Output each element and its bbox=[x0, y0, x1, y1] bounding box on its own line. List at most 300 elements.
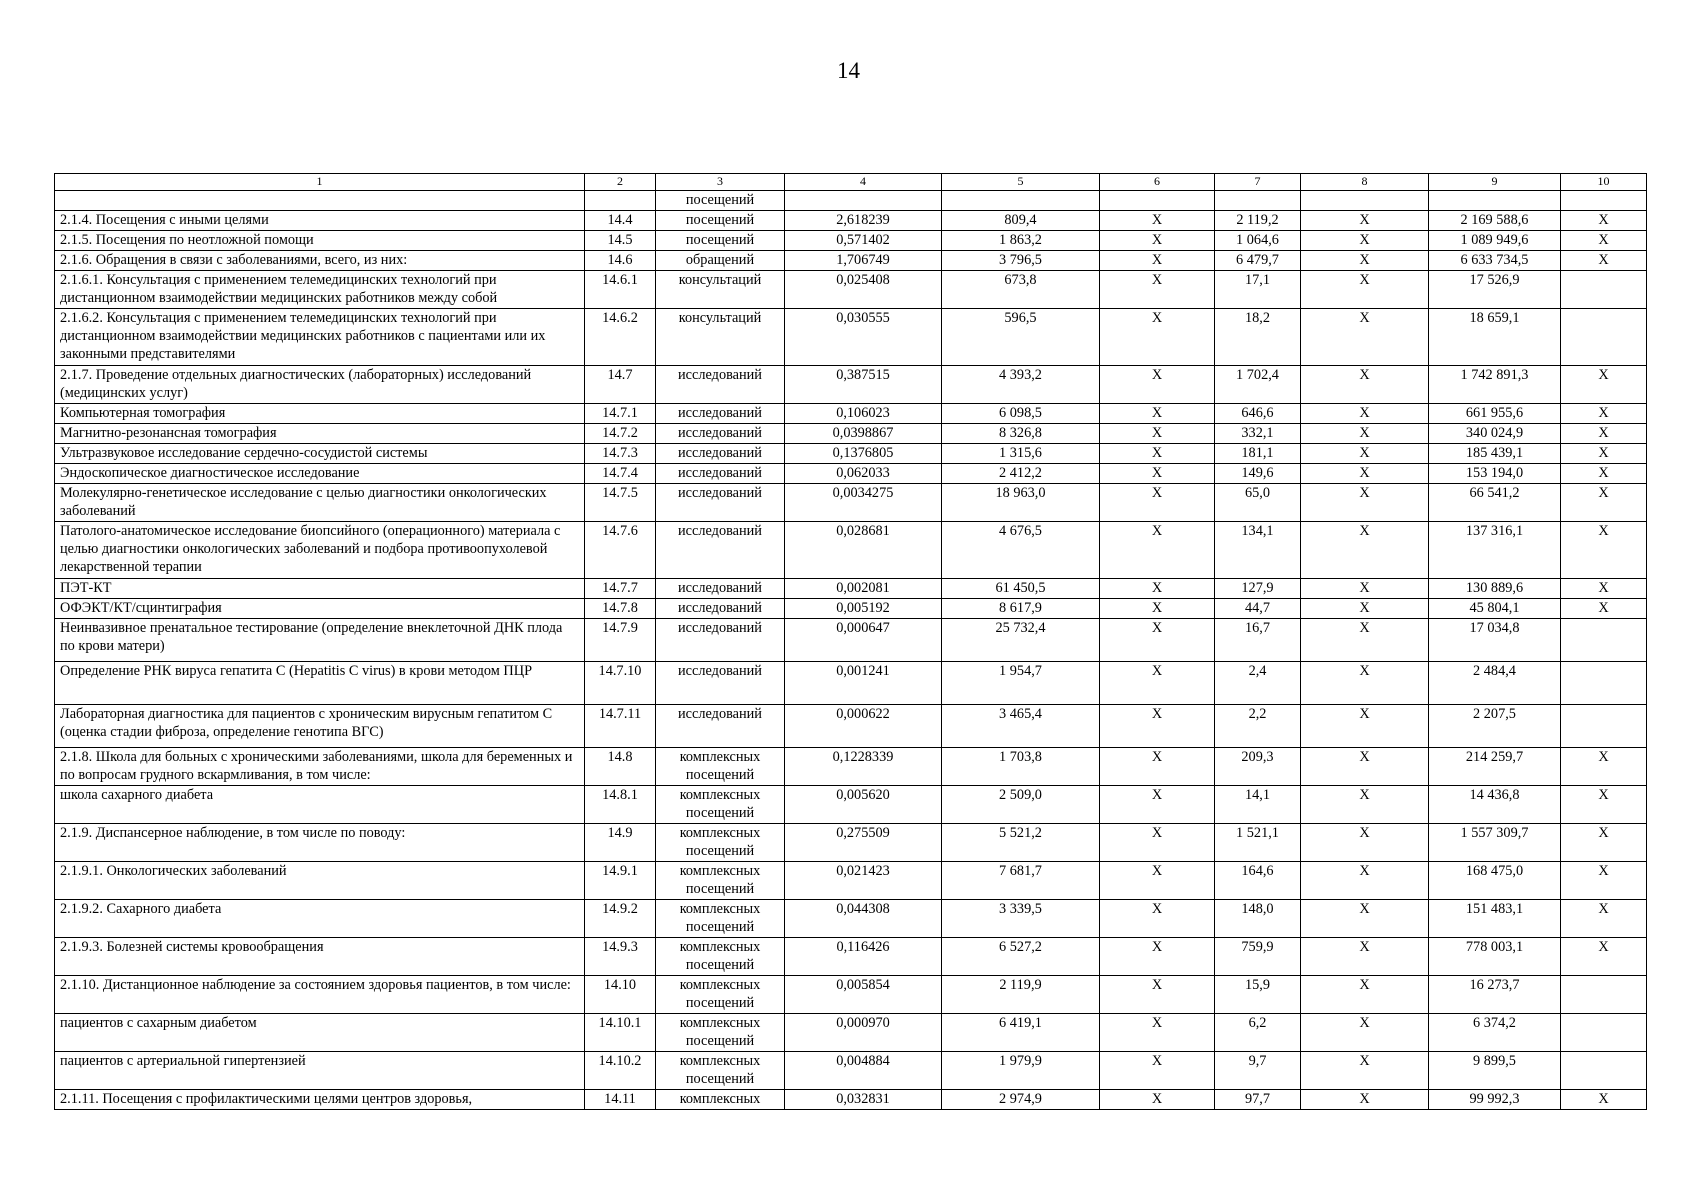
row-value-cell: Х bbox=[1301, 366, 1429, 404]
row-code-cell: 14.6 bbox=[585, 251, 656, 271]
row-value-cell: 2 119,2 bbox=[1215, 211, 1301, 231]
row-value-cell: Х bbox=[1561, 231, 1647, 251]
row-value-cell: 1 863,2 bbox=[942, 231, 1100, 251]
row-value-cell: 0,044308 bbox=[785, 900, 942, 938]
row-value-cell: Х bbox=[1301, 444, 1429, 464]
row-value-cell: 148,0 bbox=[1215, 900, 1301, 938]
row-value-cell: Х bbox=[1301, 976, 1429, 1014]
row-code-cell: 14.7.3 bbox=[585, 444, 656, 464]
row-value-cell: Х bbox=[1561, 748, 1647, 786]
row-value-cell: 0,002081 bbox=[785, 579, 942, 599]
row-unit-cell: посещений bbox=[656, 231, 785, 251]
row-unit-cell: исследований bbox=[656, 444, 785, 464]
row-value-cell: 14 436,8 bbox=[1429, 786, 1561, 824]
row-code-cell: 14.7.8 bbox=[585, 599, 656, 619]
row-value-cell: Х bbox=[1100, 444, 1215, 464]
row-unit-cell: исследований bbox=[656, 599, 785, 619]
row-value-cell: Х bbox=[1100, 1090, 1215, 1110]
row-value-cell: Х bbox=[1561, 938, 1647, 976]
row-value-cell: Х bbox=[1301, 705, 1429, 748]
row-code-cell: 14.4 bbox=[585, 211, 656, 231]
row-value-cell: Х bbox=[1561, 862, 1647, 900]
row-value-cell: Х bbox=[1100, 404, 1215, 424]
row-value-cell: Х bbox=[1301, 271, 1429, 309]
row-value-cell bbox=[1561, 976, 1647, 1014]
row-value-cell: 44,7 bbox=[1215, 599, 1301, 619]
row-unit-cell: комплексных посещений bbox=[656, 1014, 785, 1052]
column-header: 9 bbox=[1429, 174, 1561, 191]
row-unit-cell: комплексных bbox=[656, 1090, 785, 1110]
row-value-cell: 18,2 bbox=[1215, 309, 1301, 366]
row-value-cell: 8 617,9 bbox=[942, 599, 1100, 619]
row-unit-cell: комплексных посещений bbox=[656, 862, 785, 900]
row-code-cell: 14.9.1 bbox=[585, 862, 656, 900]
row-name-cell: Магнитно-резонансная томография bbox=[55, 424, 585, 444]
row-value-cell: Х bbox=[1100, 271, 1215, 309]
table-body bbox=[55, 191, 1647, 1110]
row-name-cell: Определение РНК вируса гепатита С (Hepatitis C virus) в крови методом ПЦР bbox=[55, 662, 585, 705]
row-value-cell: 6 419,1 bbox=[942, 1014, 1100, 1052]
row-unit-cell: комплексных посещений bbox=[656, 786, 785, 824]
row-value-cell: 0,028681 bbox=[785, 522, 942, 579]
table-row bbox=[55, 862, 1647, 900]
row-value-cell: 1 703,8 bbox=[942, 748, 1100, 786]
row-value-cell: Х bbox=[1301, 464, 1429, 484]
row-value-cell: 340 024,9 bbox=[1429, 424, 1561, 444]
row-value-cell: 6,2 bbox=[1215, 1014, 1301, 1052]
row-value-cell: 2 509,0 bbox=[942, 786, 1100, 824]
row-code-cell: 14.7.2 bbox=[585, 424, 656, 444]
row-value-cell: Х bbox=[1561, 824, 1647, 862]
row-unit-cell: комплексных посещений bbox=[656, 748, 785, 786]
row-value-cell: Х bbox=[1561, 424, 1647, 444]
row-name-cell: Ультразвуковое исследование сердечно-сосудистой системы bbox=[55, 444, 585, 464]
row-code-cell: 14.10.1 bbox=[585, 1014, 656, 1052]
table-row bbox=[55, 424, 1647, 444]
row-value-cell: 151 483,1 bbox=[1429, 900, 1561, 938]
row-value-cell: Х bbox=[1561, 599, 1647, 619]
column-header: 8 bbox=[1301, 174, 1429, 191]
row-name-cell bbox=[55, 191, 585, 211]
row-name-cell: Неинвазивное пренатальное тестирование (определение внеклеточной ДНК плода по крови матери) bbox=[55, 619, 585, 662]
row-unit-cell: исследований bbox=[656, 579, 785, 599]
row-name-cell: 2.1.4. Посещения с иными целями bbox=[55, 211, 585, 231]
row-value-cell: Х bbox=[1301, 309, 1429, 366]
row-value-cell: Х bbox=[1561, 211, 1647, 231]
row-value-cell: 661 955,6 bbox=[1429, 404, 1561, 424]
row-value-cell: Х bbox=[1100, 748, 1215, 786]
row-value-cell: 18 659,1 bbox=[1429, 309, 1561, 366]
row-code-cell: 14.9 bbox=[585, 824, 656, 862]
row-value-cell: Х bbox=[1301, 1090, 1429, 1110]
column-header: 6 bbox=[1100, 174, 1215, 191]
row-unit-cell: обращений bbox=[656, 251, 785, 271]
row-unit-cell: исследований bbox=[656, 464, 785, 484]
row-value-cell: Х bbox=[1100, 900, 1215, 938]
row-value-cell: 4 393,2 bbox=[942, 366, 1100, 404]
row-value-cell: Х bbox=[1561, 786, 1647, 824]
row-value-cell: Х bbox=[1100, 231, 1215, 251]
row-code-cell: 14.7.11 bbox=[585, 705, 656, 748]
row-value-cell: 18 963,0 bbox=[942, 484, 1100, 522]
row-value-cell bbox=[1429, 191, 1561, 211]
row-name-cell: 2.1.11. Посещения с профилактическими целями центров здоровья, bbox=[55, 1090, 585, 1110]
row-value-cell: 130 889,6 bbox=[1429, 579, 1561, 599]
row-value-cell: 2,4 bbox=[1215, 662, 1301, 705]
row-unit-cell: исследований bbox=[656, 705, 785, 748]
row-value-cell: 6 374,2 bbox=[1429, 1014, 1561, 1052]
row-name-cell: 2.1.9.3. Болезней системы кровообращения bbox=[55, 938, 585, 976]
table-row bbox=[55, 900, 1647, 938]
row-value-cell: 6 479,7 bbox=[1215, 251, 1301, 271]
row-value-cell: 0,116426 bbox=[785, 938, 942, 976]
row-value-cell: Х bbox=[1301, 211, 1429, 231]
table-row bbox=[55, 251, 1647, 271]
row-value-cell bbox=[1561, 191, 1647, 211]
row-value-cell: 0,005192 bbox=[785, 599, 942, 619]
row-value-cell: 5 521,2 bbox=[942, 824, 1100, 862]
row-unit-cell: исследований bbox=[656, 366, 785, 404]
row-unit-cell: посещений bbox=[656, 191, 785, 211]
row-value-cell: 0,0034275 bbox=[785, 484, 942, 522]
row-value-cell: 7 681,7 bbox=[942, 862, 1100, 900]
table-row bbox=[55, 211, 1647, 231]
row-value-cell: 0,1228339 bbox=[785, 748, 942, 786]
table-row bbox=[55, 191, 1647, 211]
row-value-cell: Х bbox=[1100, 579, 1215, 599]
row-value-cell: 6 633 734,5 bbox=[1429, 251, 1561, 271]
row-unit-cell: консультаций bbox=[656, 271, 785, 309]
row-unit-cell: комплексных посещений bbox=[656, 824, 785, 862]
row-value-cell: 0,005854 bbox=[785, 976, 942, 1014]
column-header: 5 bbox=[942, 174, 1100, 191]
row-value-cell: 0,004884 bbox=[785, 1052, 942, 1090]
row-value-cell: 0,025408 bbox=[785, 271, 942, 309]
row-value-cell: Х bbox=[1100, 1014, 1215, 1052]
row-name-cell: Молекулярно-генетическое исследование с целью диагностики онкологических заболеваний bbox=[55, 484, 585, 522]
row-value-cell bbox=[1100, 191, 1215, 211]
row-value-cell: Х bbox=[1100, 464, 1215, 484]
row-value-cell: Х bbox=[1301, 579, 1429, 599]
row-value-cell: Х bbox=[1100, 599, 1215, 619]
row-value-cell: 2 119,9 bbox=[942, 976, 1100, 1014]
row-value-cell: Х bbox=[1561, 464, 1647, 484]
row-name-cell: Эндоскопическое диагностическое исследование bbox=[55, 464, 585, 484]
row-value-cell: 16 273,7 bbox=[1429, 976, 1561, 1014]
row-value-cell: 168 475,0 bbox=[1429, 862, 1561, 900]
row-value-cell: 3 796,5 bbox=[942, 251, 1100, 271]
table-row bbox=[55, 1090, 1647, 1110]
row-value-cell: 97,7 bbox=[1215, 1090, 1301, 1110]
row-value-cell: 1 315,6 bbox=[942, 444, 1100, 464]
row-value-cell: 0,387515 bbox=[785, 366, 942, 404]
column-number-row bbox=[55, 174, 1647, 191]
row-value-cell: Х bbox=[1561, 1090, 1647, 1110]
row-value-cell: 9,7 bbox=[1215, 1052, 1301, 1090]
row-name-cell: 2.1.6. Обращения в связи с заболеваниями, всего, из них: bbox=[55, 251, 585, 271]
row-value-cell: Х bbox=[1100, 862, 1215, 900]
row-value-cell: 6 098,5 bbox=[942, 404, 1100, 424]
row-value-cell: 9 899,5 bbox=[1429, 1052, 1561, 1090]
row-value-cell: 0,062033 bbox=[785, 464, 942, 484]
row-value-cell bbox=[1561, 1014, 1647, 1052]
row-value-cell: Х bbox=[1301, 938, 1429, 976]
page-number: 14 bbox=[837, 58, 860, 83]
row-value-cell: 778 003,1 bbox=[1429, 938, 1561, 976]
row-code-cell: 14.6.1 bbox=[585, 271, 656, 309]
table-row bbox=[55, 309, 1647, 366]
row-value-cell: Х bbox=[1100, 211, 1215, 231]
row-name-cell: ПЭТ-КТ bbox=[55, 579, 585, 599]
row-unit-cell: комплексных посещений bbox=[656, 938, 785, 976]
table-header bbox=[55, 174, 1647, 191]
row-name-cell: пациентов с артериальной гипертензией bbox=[55, 1052, 585, 1090]
row-value-cell bbox=[1215, 191, 1301, 211]
row-unit-cell: исследований bbox=[656, 484, 785, 522]
column-header: 2 bbox=[585, 174, 656, 191]
row-code-cell: 14.7.7 bbox=[585, 579, 656, 599]
row-value-cell: 1 064,6 bbox=[1215, 231, 1301, 251]
row-value-cell bbox=[1561, 271, 1647, 309]
row-value-cell: 45 804,1 bbox=[1429, 599, 1561, 619]
row-value-cell: 2,618239 bbox=[785, 211, 942, 231]
row-value-cell: 759,9 bbox=[1215, 938, 1301, 976]
table-row bbox=[55, 705, 1647, 748]
table-row bbox=[55, 599, 1647, 619]
row-value-cell: 153 194,0 bbox=[1429, 464, 1561, 484]
row-value-cell: Х bbox=[1561, 484, 1647, 522]
row-value-cell: 0,030555 bbox=[785, 309, 942, 366]
row-value-cell: 0,032831 bbox=[785, 1090, 942, 1110]
row-unit-cell: исследований bbox=[656, 619, 785, 662]
row-value-cell: Х bbox=[1301, 484, 1429, 522]
row-value-cell: 0,275509 bbox=[785, 824, 942, 862]
row-value-cell: 149,6 bbox=[1215, 464, 1301, 484]
row-name-cell: Патолого-анатомическое исследование биопсийного (операционного) материала с целью диагностики онкологических заболеваний и подбора противоопухолевой лекарственной терапии bbox=[55, 522, 585, 579]
row-value-cell bbox=[1301, 191, 1429, 211]
table-row bbox=[55, 404, 1647, 424]
row-value-cell: 1 979,9 bbox=[942, 1052, 1100, 1090]
row-value-cell: 0,000622 bbox=[785, 705, 942, 748]
column-header: 4 bbox=[785, 174, 942, 191]
row-value-cell: 15,9 bbox=[1215, 976, 1301, 1014]
row-code-cell: 14.9.3 bbox=[585, 938, 656, 976]
row-value-cell: Х bbox=[1301, 862, 1429, 900]
row-unit-cell: комплексных посещений bbox=[656, 976, 785, 1014]
table-row bbox=[55, 579, 1647, 599]
row-value-cell: Х bbox=[1301, 748, 1429, 786]
row-value-cell: Х bbox=[1100, 366, 1215, 404]
row-value-cell: Х bbox=[1100, 824, 1215, 862]
row-unit-cell: комплексных посещений bbox=[656, 900, 785, 938]
row-value-cell: 66 541,2 bbox=[1429, 484, 1561, 522]
row-value-cell: 25 732,4 bbox=[942, 619, 1100, 662]
row-value-cell: Х bbox=[1100, 424, 1215, 444]
column-header: 7 bbox=[1215, 174, 1301, 191]
row-value-cell: Х bbox=[1100, 251, 1215, 271]
row-value-cell: Х bbox=[1561, 579, 1647, 599]
row-name-cell: пациентов с сахарным диабетом bbox=[55, 1014, 585, 1052]
row-code-cell: 14.7.4 bbox=[585, 464, 656, 484]
row-value-cell: 673,8 bbox=[942, 271, 1100, 309]
row-value-cell: 0,1376805 bbox=[785, 444, 942, 464]
table-row bbox=[55, 619, 1647, 662]
row-value-cell bbox=[1561, 309, 1647, 366]
row-value-cell: Х bbox=[1561, 444, 1647, 464]
row-value-cell: Х bbox=[1100, 662, 1215, 705]
row-unit-cell: консультаций bbox=[656, 309, 785, 366]
table-row bbox=[55, 1014, 1647, 1052]
row-name-cell: ОФЭКТ/КТ/сцинтиграфия bbox=[55, 599, 585, 619]
row-code-cell: 14.7.5 bbox=[585, 484, 656, 522]
row-value-cell: 0,000970 bbox=[785, 1014, 942, 1052]
row-code-cell: 14.8.1 bbox=[585, 786, 656, 824]
row-value-cell: 214 259,7 bbox=[1429, 748, 1561, 786]
row-value-cell: 809,4 bbox=[942, 211, 1100, 231]
row-value-cell bbox=[1561, 662, 1647, 705]
row-value-cell: Х bbox=[1301, 231, 1429, 251]
row-value-cell: Х bbox=[1301, 662, 1429, 705]
row-value-cell: 17 526,9 bbox=[1429, 271, 1561, 309]
row-value-cell: 332,1 bbox=[1215, 424, 1301, 444]
row-name-cell: 2.1.6.2. Консультация с применением телемедицинских технологий при дистанционном взаимодействии медицинских работников с пациентами или их законными представителями bbox=[55, 309, 585, 366]
row-name-cell: 2.1.6.1. Консультация с применением телемедицинских технологий при дистанционном взаимодействии медицинских работников между собой bbox=[55, 271, 585, 309]
row-value-cell: 2 207,5 bbox=[1429, 705, 1561, 748]
row-value-cell: 2,2 bbox=[1215, 705, 1301, 748]
row-value-cell bbox=[1561, 705, 1647, 748]
row-value-cell: Х bbox=[1301, 900, 1429, 938]
row-value-cell: 137 316,1 bbox=[1429, 522, 1561, 579]
table-row bbox=[55, 748, 1647, 786]
row-value-cell: 1,706749 bbox=[785, 251, 942, 271]
row-code-cell: 14.7.10 bbox=[585, 662, 656, 705]
row-value-cell: Х bbox=[1301, 786, 1429, 824]
row-value-cell: Х bbox=[1100, 1052, 1215, 1090]
row-value-cell: 16,7 bbox=[1215, 619, 1301, 662]
row-code-cell: 14.7.1 bbox=[585, 404, 656, 424]
row-value-cell: Х bbox=[1100, 705, 1215, 748]
row-name-cell: Лабораторная диагностика для пациентов с хроническим вирусным гепатитом С (оценка стадии фиброза, определение генотипа ВГС) bbox=[55, 705, 585, 748]
row-value-cell: 8 326,8 bbox=[942, 424, 1100, 444]
row-unit-cell: комплексных посещений bbox=[656, 1052, 785, 1090]
data-table bbox=[54, 173, 1647, 1110]
row-value-cell: 0,005620 bbox=[785, 786, 942, 824]
row-name-cell: 2.1.10. Дистанционное наблюдение за состоянием здоровья пациентов, в том числе: bbox=[55, 976, 585, 1014]
row-value-cell: 134,1 bbox=[1215, 522, 1301, 579]
row-value-cell: Х bbox=[1561, 522, 1647, 579]
row-value-cell bbox=[1561, 619, 1647, 662]
row-unit-cell: исследований bbox=[656, 662, 785, 705]
table-row bbox=[55, 271, 1647, 309]
row-value-cell: 185 439,1 bbox=[1429, 444, 1561, 464]
row-code-cell: 14.7.9 bbox=[585, 619, 656, 662]
row-name-cell: 2.1.7. Проведение отдельных диагностических (лабораторных) исследований (медицинских услуг) bbox=[55, 366, 585, 404]
row-value-cell: 0,021423 bbox=[785, 862, 942, 900]
row-code-cell: 14.11 bbox=[585, 1090, 656, 1110]
row-value-cell: 3 465,4 bbox=[942, 705, 1100, 748]
row-value-cell: Х bbox=[1301, 619, 1429, 662]
row-value-cell: 6 527,2 bbox=[942, 938, 1100, 976]
row-value-cell: 2 974,9 bbox=[942, 1090, 1100, 1110]
table-row bbox=[55, 484, 1647, 522]
row-code-cell: 14.6.2 bbox=[585, 309, 656, 366]
row-value-cell: 0,001241 bbox=[785, 662, 942, 705]
row-value-cell: 3 339,5 bbox=[942, 900, 1100, 938]
row-code-cell: 14.7 bbox=[585, 366, 656, 404]
column-header: 3 bbox=[656, 174, 785, 191]
table-row bbox=[55, 366, 1647, 404]
table-row bbox=[55, 444, 1647, 464]
row-name-cell: школа сахарного диабета bbox=[55, 786, 585, 824]
row-value-cell: 2 169 588,6 bbox=[1429, 211, 1561, 231]
row-value-cell: Х bbox=[1100, 484, 1215, 522]
row-value-cell: 127,9 bbox=[1215, 579, 1301, 599]
row-value-cell: Х bbox=[1100, 309, 1215, 366]
row-value-cell: Х bbox=[1561, 900, 1647, 938]
row-value-cell: 164,6 bbox=[1215, 862, 1301, 900]
row-name-cell: 2.1.9.1. Онкологических заболеваний bbox=[55, 862, 585, 900]
row-code-cell: 14.10 bbox=[585, 976, 656, 1014]
table-row bbox=[55, 786, 1647, 824]
row-value-cell: 646,6 bbox=[1215, 404, 1301, 424]
row-value-cell: Х bbox=[1100, 786, 1215, 824]
row-unit-cell: посещений bbox=[656, 211, 785, 231]
row-value-cell: Х bbox=[1301, 251, 1429, 271]
row-code-cell: 14.7.6 bbox=[585, 522, 656, 579]
row-value-cell: 0,0398867 bbox=[785, 424, 942, 444]
row-unit-cell: исследований bbox=[656, 404, 785, 424]
row-value-cell: Х bbox=[1301, 522, 1429, 579]
row-value-cell: 14,1 bbox=[1215, 786, 1301, 824]
row-name-cell: 2.1.5. Посещения по неотложной помощи bbox=[55, 231, 585, 251]
row-value-cell: 209,3 bbox=[1215, 748, 1301, 786]
row-value-cell: 61 450,5 bbox=[942, 579, 1100, 599]
row-value-cell: 596,5 bbox=[942, 309, 1100, 366]
table-row bbox=[55, 662, 1647, 705]
row-code-cell: 14.9.2 bbox=[585, 900, 656, 938]
row-code-cell: 14.5 bbox=[585, 231, 656, 251]
row-unit-cell: исследований bbox=[656, 424, 785, 444]
row-value-cell: 1 089 949,6 bbox=[1429, 231, 1561, 251]
table-row bbox=[55, 938, 1647, 976]
row-value-cell: Х bbox=[1100, 938, 1215, 976]
row-value-cell: Х bbox=[1301, 599, 1429, 619]
row-value-cell bbox=[785, 191, 942, 211]
row-name-cell: 2.1.9.2. Сахарного диабета bbox=[55, 900, 585, 938]
row-code-cell: 14.8 bbox=[585, 748, 656, 786]
row-value-cell: Х bbox=[1301, 824, 1429, 862]
row-name-cell: Компьютерная томография bbox=[55, 404, 585, 424]
row-value-cell: 65,0 bbox=[1215, 484, 1301, 522]
row-value-cell: 1 521,1 bbox=[1215, 824, 1301, 862]
row-value-cell: Х bbox=[1301, 1052, 1429, 1090]
row-value-cell: 1 742 891,3 bbox=[1429, 366, 1561, 404]
row-value-cell: 2 412,2 bbox=[942, 464, 1100, 484]
row-value-cell: Х bbox=[1561, 404, 1647, 424]
row-value-cell bbox=[942, 191, 1100, 211]
row-value-cell: 0,106023 bbox=[785, 404, 942, 424]
row-name-cell: 2.1.8. Школа для больных с хроническими заболеваниями, школа для беременных и по вопросам грудного вскармливания, в том числе: bbox=[55, 748, 585, 786]
row-value-cell: 0,000647 bbox=[785, 619, 942, 662]
row-value-cell: 17,1 bbox=[1215, 271, 1301, 309]
row-code-cell bbox=[585, 191, 656, 211]
table-row bbox=[55, 464, 1647, 484]
row-value-cell: 1 557 309,7 bbox=[1429, 824, 1561, 862]
row-value-cell: 0,571402 bbox=[785, 231, 942, 251]
row-value-cell bbox=[1561, 1052, 1647, 1090]
row-unit-cell: исследований bbox=[656, 522, 785, 579]
row-value-cell: Х bbox=[1100, 522, 1215, 579]
